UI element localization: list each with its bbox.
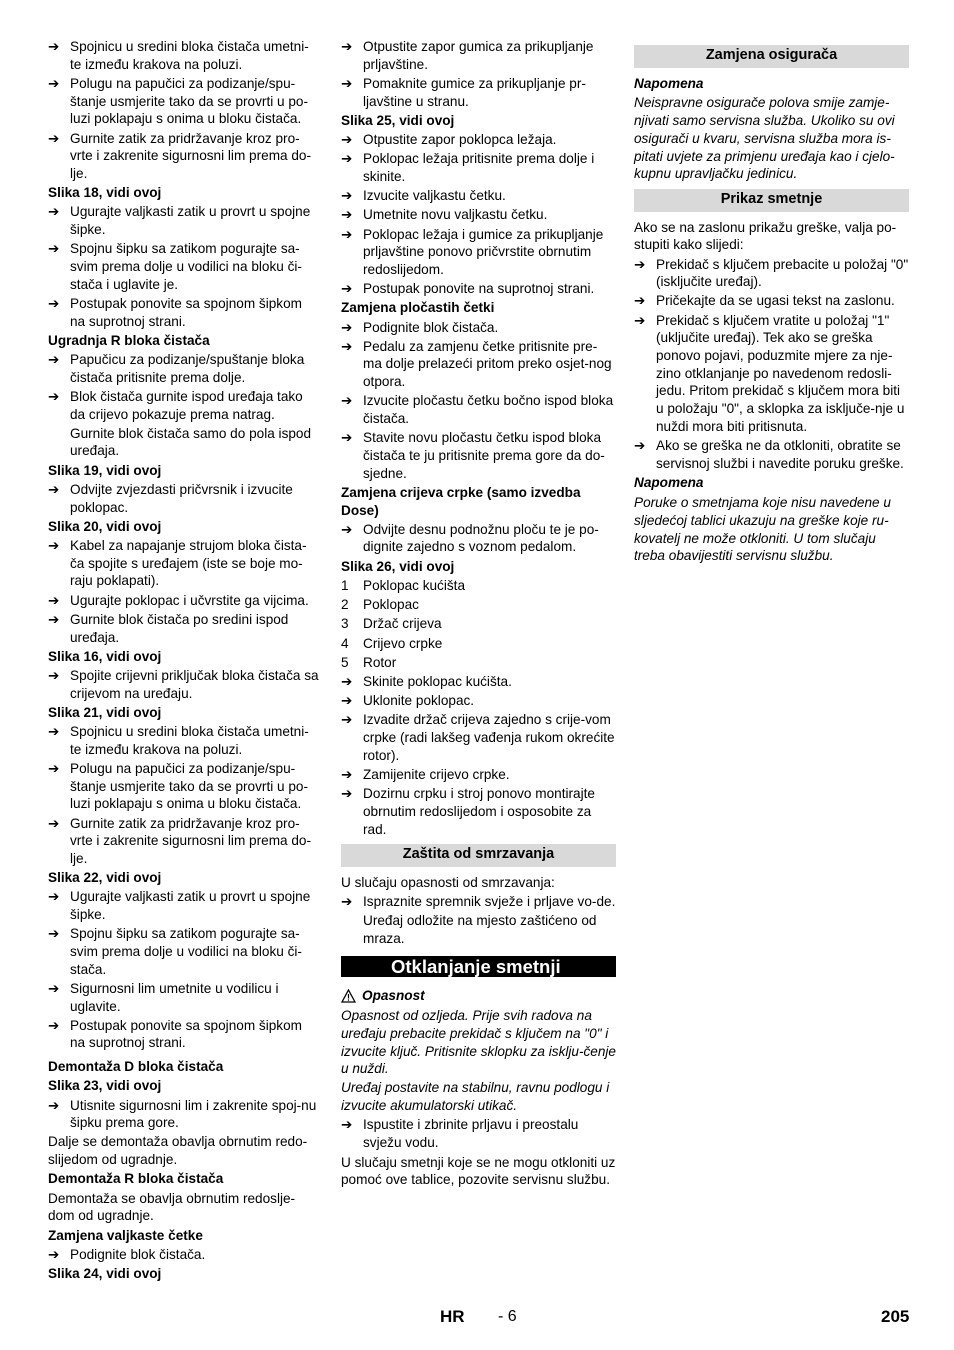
arrow-icon: ➔ <box>634 312 646 328</box>
step-item: ➔ Ispustite i zbrinite prljavu i preostalu svježu vodu. <box>341 1117 579 1151</box>
step-item: ➔ Prekidač s ključem prebacite u položaj "0" (isključite uređaj). <box>634 256 909 290</box>
step-item: ➔ Ako se greška ne da otkloniti, obratite se servisnoj službi i navedite poruku greške. <box>634 438 904 471</box>
subheading: Zamjena valjkaste četke <box>48 1227 203 1243</box>
step-item: ➔ Ugurajte valjkasti zatik u provrt u spojne šipke. <box>48 204 311 238</box>
note-label: Napomena <box>634 75 704 91</box>
step-item: ➔ Odvijte zvjezdasti pričvrsnik i izvucite poklopac. <box>48 481 293 515</box>
step-item: ➔ Izvadite držač crijeva zajedno s crije-vom crpke (radi lakšeg vađenja rukom okrećite rotor). <box>341 712 615 763</box>
figure-reference: Slika 18, vidi ovoj <box>48 185 162 201</box>
step-item: ➔ Pomaknite gumice za prikupljanje pr-ljavštine u stranu. <box>341 75 586 109</box>
legend-item: 4 Crijevo crpke <box>341 635 443 651</box>
step-item: ➔ Spojnicu u sredini bloka čistača umetni-te između krakova na poluzi. <box>48 39 309 72</box>
step-item: ➔ Umetnite novu valjkastu četku. <box>341 207 548 223</box>
figure-reference: Slika 25, vidi ovoj <box>341 112 455 128</box>
arrow-icon: ➔ <box>48 980 60 996</box>
step-item: ➔ Poklopac ležaja pritisnite prema dolje i skinite. <box>341 151 595 184</box>
step-item: ➔ Podignite blok čistača. <box>48 1246 206 1262</box>
legend-item: 5 Rotor <box>341 654 397 670</box>
section-heading: Zamjena osigurača <box>634 45 909 68</box>
figure-reference: Slika 23, vidi ovoj <box>48 1078 162 1094</box>
step-item: ➔ Ugurajte poklopac i učvrstite ga vijcima. <box>48 592 309 608</box>
arrow-icon: ➔ <box>341 521 353 537</box>
step-item: ➔ Poklopac ležaja i gumice za prikupljanje prljavštine ponovo pričvrstite obrnutim redoslijedom. <box>341 226 604 277</box>
arrow-icon: ➔ <box>48 760 60 776</box>
arrow-icon: ➔ <box>48 815 60 831</box>
arrow-icon: ➔ <box>634 256 646 272</box>
step-item: ➔ Sigurnosni lim umetnite u vodilicu i uglavite. <box>48 980 279 1014</box>
step-item: ➔ Stavite novu pločastu četku ispod bloka čistača te ju pritisnite prema gore da do-sjedne. <box>341 430 605 481</box>
note-text: Poruke o smetnjama koje nisu navedene u sljedećoj tablici ukazuju na greške koje ru-kovatelj ne može otkloniti. U tom slučaju treba obavijestiti servisnu službu. <box>634 495 891 564</box>
arrow-icon: ➔ <box>341 319 353 335</box>
arrow-icon: ➔ <box>341 430 353 446</box>
arrow-icon: ➔ <box>341 226 353 242</box>
step-item: ➔ Gurnite zatik za pridržavanje kroz pro-vrte i zakrenite sigurnosni lim prema do-lje. <box>48 815 312 866</box>
paragraph: Dalje se demontaža obavlja obrnutim redo-slijedom od ugradnje. <box>48 1134 308 1168</box>
warning-icon <box>341 989 356 1003</box>
step-item: ➔ Dozirnu crpku i stroj ponovo montirajte obrnutim redoslijedom i osposobite za rad. <box>341 786 595 837</box>
legend-item: 3 Držač crijeva <box>341 616 442 632</box>
step-item: ➔ Zamijenite crijevo crpke. <box>341 766 510 782</box>
step-continuation: Gurnite blok čistača samo do pola ispod uređaja. <box>70 425 312 459</box>
figure-reference: Slika 24, vidi ovoj <box>48 1265 162 1281</box>
step-item: ➔ Gurnite zatik za pridržavanje kroz pro-vrte i zakrenite sigurnosni lim prema do-lje. <box>48 130 312 181</box>
step-item: ➔ Ispraznite spremnik svježe i prljave vo-de. <box>341 894 616 910</box>
step-item: ➔ Izvucite valjkastu četku. <box>341 188 506 204</box>
arrow-icon: ➔ <box>48 295 60 311</box>
step-item: ➔ Spojnu šipku sa zatikom pogurajte sa-svim prema dolje u vodilici na bloku či-stača i uglavite je. <box>48 241 302 292</box>
step-item: ➔ Polugu na papučici za podizanje/spu-štanje usmjerite tako da se provrti u po-luzi poklapaju s onima u bloku čistača. <box>48 75 309 127</box>
step-item: ➔ Polugu na papučici za podizanje/spu-štanje usmjerite tako da se provrti u po-luzi poklapaju s onima u bloku čistača. <box>48 760 309 812</box>
figure-reference: Slika 20, vidi ovoj <box>48 518 162 534</box>
arrow-icon: ➔ <box>341 786 353 802</box>
arrow-icon: ➔ <box>48 351 60 367</box>
arrow-icon: ➔ <box>341 894 353 910</box>
figure-reference: Slika 26, vidi ovoj <box>341 558 455 574</box>
warning-text: Opasnost od ozljeda. Prije svih radova na uređaju prebacite prekidač s ključem na "0" i izvucite ključ. Pritisnite sklopku za isklju-čenje u nuždi. <box>341 1008 616 1077</box>
step-item: ➔ Pričekajte da se ugasi tekst na zaslonu. <box>634 293 895 309</box>
column-right <box>634 38 909 566</box>
step-item: ➔ Papučicu za podizanje/spuštanje bloka čistača pritisnite prema dolje. <box>48 351 305 385</box>
arrow-icon: ➔ <box>48 667 60 683</box>
arrow-icon: ➔ <box>48 889 60 905</box>
step-item: ➔ Utisnite sigurnosni lim i zakrenite spoj-nu šipku prema gore. <box>48 1097 317 1131</box>
subheading: Demontaža D bloka čistača <box>48 1059 224 1075</box>
arrow-icon: ➔ <box>48 1017 60 1033</box>
arrow-icon: ➔ <box>48 481 60 497</box>
arrow-icon: ➔ <box>634 293 646 309</box>
step-item: ➔ Blok čistača gurnite ispod uređaja tako da crijevo pokazuje prema natrag. <box>48 388 303 422</box>
column-left <box>48 38 320 1284</box>
step-item: ➔ Spojite crijevni priključak bloka čistača sa crijevom na uređaju. <box>48 667 319 701</box>
note-text: Neispravne osigurače polova smije zamje-njivati samo servisna služba. Ukoliko su ovi osigurači u kvaru, servisna služba mora is-pitati uvjete za primjenu uređaja kao i cjelo-kupnu upravljačku jedinicu. <box>634 95 895 182</box>
arrow-icon: ➔ <box>48 388 60 404</box>
warning-text: Uređaj postavite na stabilnu, ravnu podlogu i izvucite akumulatorski utikač. <box>341 1080 610 1114</box>
step-item: ➔ Izvucite pločastu četku bočno ispod bloka čistača. <box>341 393 614 427</box>
warning-label: Opasnost <box>341 987 616 1005</box>
step-item: ➔ Prekidač s ključem vratite u položaj "1" (uključite uređaj). Tek ako se greška ponovo pojavi, poduzmite mjere za nje-zino otklanjanje po navedenom redosli-jedu. Pritom prekidač s ključem mora biti u položaju "0", a sklopka za isključe-nje u nuždi mora biti pritisnuta. <box>634 312 905 434</box>
section-page-number: - 6 <box>498 1308 517 1325</box>
figure-reference: Slika 21, vidi ovoj <box>48 704 162 720</box>
paragraph: Demontaža se obavlja obrnutim redoslje-dom od ugradnje. <box>48 1190 296 1224</box>
arrow-icon: ➔ <box>341 338 353 354</box>
step-item: ➔ Pedalu za zamjenu četke pritisnite pre-ma dolje prelazeći pritom preko osjet-nog otpora. <box>341 338 612 390</box>
figure-reference: Slika 22, vidi ovoj <box>48 870 162 886</box>
paragraph: U slučaju smetnji koje se ne mogu otkloniti uz pomoć ove tablice, pozovite servisnu službu. <box>341 1154 616 1188</box>
arrow-icon: ➔ <box>341 693 353 709</box>
page-number: 205 <box>881 1307 910 1326</box>
language-code: HR <box>440 1307 465 1326</box>
figure-reference: Slika 19, vidi ovoj <box>48 462 162 478</box>
section-heading: Zaštita od smrzavanja <box>341 844 616 867</box>
step-item: ➔ Gurnite blok čistača po sredini ispod uređaja. <box>48 611 289 645</box>
step-item: ➔ Odvijte desnu podnožnu ploču te je po-dignite zajedno s voznom pedalom. <box>341 521 599 555</box>
arrow-icon: ➔ <box>341 132 353 148</box>
arrow-icon: ➔ <box>48 241 60 257</box>
arrow-icon: ➔ <box>48 75 60 91</box>
figure-reference: Slika 16, vidi ovoj <box>48 648 162 664</box>
arrow-icon: ➔ <box>341 39 353 54</box>
arrow-icon: ➔ <box>48 926 60 942</box>
arrow-icon: ➔ <box>48 611 60 627</box>
step-item: ➔ Spojnu šipku sa zatikom pogurajte sa-svim prema dolje u vodilici na bloku či-stača. <box>48 926 302 977</box>
note-label: Napomena <box>634 475 704 491</box>
arrow-icon: ➔ <box>48 39 60 54</box>
paragraph: Ako se na zaslonu prikažu greške, valja po-stupiti kako slijedi: <box>634 219 897 253</box>
legend-item: 1 Poklopac kućišta <box>341 577 466 593</box>
arrow-icon: ➔ <box>341 1117 353 1133</box>
arrow-icon: ➔ <box>48 1097 60 1113</box>
chapter-heading: Otklanjanje smetnji <box>341 956 616 978</box>
step-item: ➔ Kabel za napajanje strujom bloka čista-ča spojite s uređajem (iste se boje mo-raju poklapati). <box>48 537 307 589</box>
step-item: ➔ Otpustite zapor poklopca ležaja. <box>341 132 557 148</box>
arrow-icon: ➔ <box>341 151 353 167</box>
arrow-icon: ➔ <box>341 393 353 409</box>
step-continuation: Uređaj odložite na mjesto zaštićeno od mraza. <box>363 913 597 947</box>
arrow-icon: ➔ <box>48 130 60 146</box>
arrow-icon: ➔ <box>48 1246 60 1262</box>
arrow-icon: ➔ <box>48 204 60 220</box>
step-item: ➔ Otpustite zapor gumica za prikupljanje prljavštine. <box>341 39 594 72</box>
column-middle <box>341 38 616 1191</box>
step-item: ➔ Uklonite poklopac. <box>341 693 475 709</box>
arrow-icon: ➔ <box>48 537 60 553</box>
arrow-icon: ➔ <box>341 188 353 204</box>
step-item: ➔ Postupak ponovite sa spojnom šipkom na suprotnoj strani. <box>48 1017 302 1051</box>
subheading: Ugradnja R bloka čistača <box>48 332 210 348</box>
arrow-icon: ➔ <box>341 766 353 782</box>
step-item: ➔ Podignite blok čistača. <box>341 319 499 335</box>
arrow-icon: ➔ <box>341 712 353 728</box>
arrow-icon: ➔ <box>48 592 60 608</box>
arrow-icon: ➔ <box>341 75 353 91</box>
arrow-icon: ➔ <box>341 673 353 689</box>
legend-item: 2 Poklopac <box>341 597 419 613</box>
step-item: ➔ Postupak ponovite na suprotnoj strani. <box>341 281 595 297</box>
step-item: ➔ Ugurajte valjkasti zatik u provrt u spojne šipke. <box>48 889 311 923</box>
paragraph: U slučaju opasnosti od smrzavanja: <box>341 874 555 890</box>
arrow-icon: ➔ <box>341 207 353 223</box>
section-heading: Prikaz smetnje <box>634 189 909 212</box>
subheading: Demontaža R bloka čistača <box>48 1171 224 1187</box>
step-item: ➔ Postupak ponovite sa spojnom šipkom na suprotnoj strani. <box>48 295 302 329</box>
subheading: Zamjena pločastih četki <box>341 300 495 316</box>
step-item: ➔ Spojnicu u sredini bloka čistača umetni-te između krakova na poluzi. <box>48 724 309 757</box>
arrow-icon: ➔ <box>634 438 646 454</box>
arrow-icon: ➔ <box>341 281 353 297</box>
arrow-icon: ➔ <box>48 724 60 740</box>
subheading: Zamjena crijeva crpke (samo izvedba Dose) <box>341 484 581 518</box>
step-item: ➔ Skinite poklopac kućišta. <box>341 673 512 689</box>
